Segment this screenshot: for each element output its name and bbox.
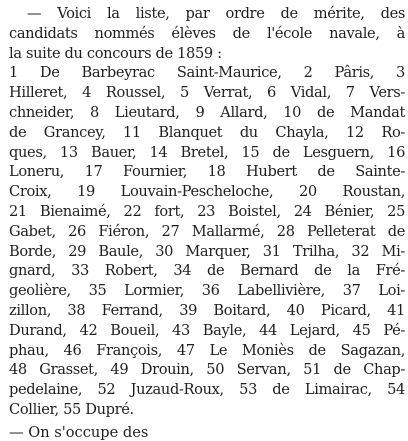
text-line: Hilleret, 4 Roussel, 5 Verrat, 6 Vidal, 7 Vers- [9, 84, 405, 102]
text-line: geolière, 35 Lormier, 36 Labellivière, 37 Loi- [9, 282, 405, 300]
text-line: pedelaine, 52 Juzaud-Roux, 53 de Limairac, 54 [9, 381, 405, 399]
text-line: Durand, 42 Boueil, 43 Bayle, 44 Lejard, 45 Pé- [9, 321, 405, 339]
text-line: — Voici la liste, par ordre de mérite, des [27, 5, 405, 22]
text-line: Borde, 29 Baule, 30 Marquer, 31 Trilha, 32 Mi- [9, 242, 405, 260]
article-paragraph [9, 4, 405, 420]
text-line: chneider, 8 Lieutard, 9 Allard, 10 de Mandat [9, 103, 405, 121]
text-line: la suite du concours de 1859 : [9, 44, 222, 62]
text-line: Collier, 55 Dupré. [9, 400, 134, 418]
next-article-fragment: — On s'occupe des [9, 424, 149, 441]
text-line: phau, 46 François, 47 Le Moniès de Sagazan, [9, 341, 405, 359]
text-line: candidats nommés élèves de l'école navale, à [9, 24, 405, 42]
text-line: de Grancey, 11 Blanquet du Chayla, 12 Ro- [9, 123, 405, 141]
text-line: Gabet, 26 Fiéron, 27 Mallarmé, 28 Pelleterat de [9, 222, 405, 240]
text-line: Croix, 19 Louvain-Pescheloche, 20 Roustan, [9, 183, 405, 201]
text-line: 21 Bienaimé, 22 fort, 23 Boistel, 24 Bénier, 25 [9, 202, 405, 220]
text-line: Loneru, 17 Fournier, 18 Hubert de Sainte- [9, 163, 405, 181]
text-line: 1 De Barbeyrac Saint-Maurice, 2 Pâris, 3 [9, 64, 405, 82]
text-line: 48 Grasset, 49 Drouin, 50 Servan, 51 de Chap- [9, 361, 405, 379]
text-line: ques, 13 Bauer, 14 Bretel, 15 de Lesguern, 16 [9, 143, 405, 161]
text-line: gnard, 33 Robert, 34 de Bernard de la Fré- [9, 262, 405, 280]
text-line: zillon, 38 Ferrand, 39 Boitard, 40 Picard, 41 [9, 301, 405, 319]
